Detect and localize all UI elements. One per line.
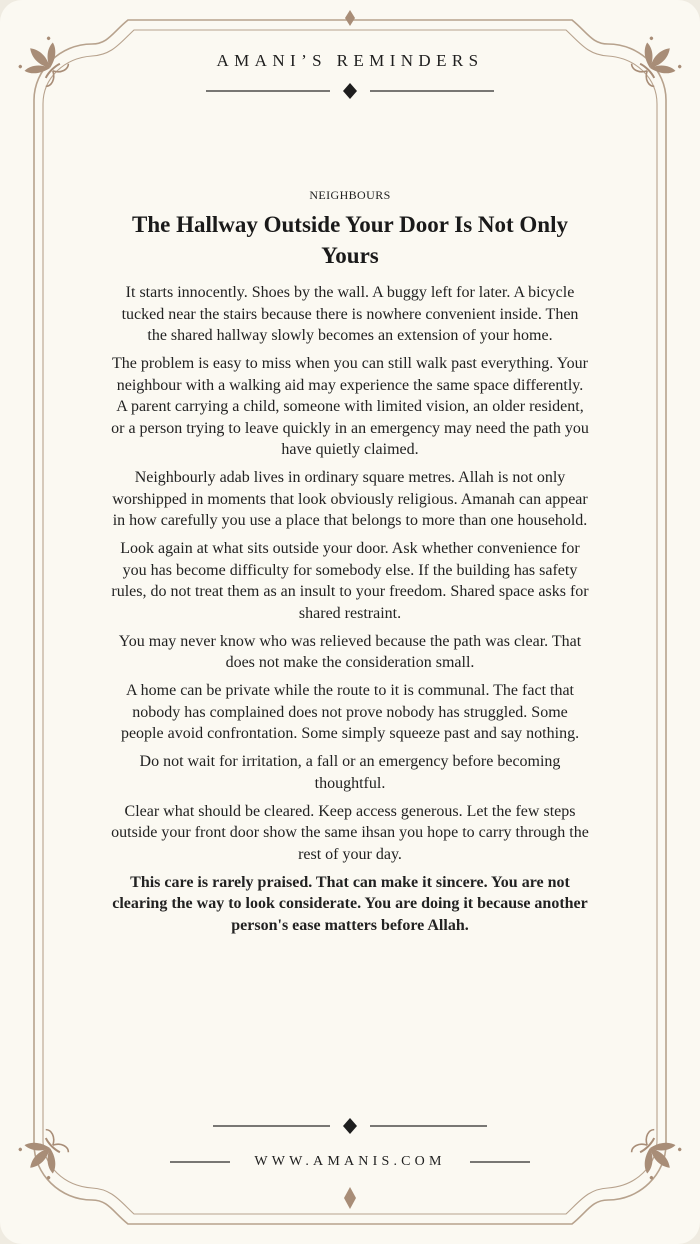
paragraph: Clear what should be cleared. Keep access generous. Let the few steps outside your front door show the same ihsan you hope to carry through the rest of your day. [111,802,589,863]
closing-paragraph: This care is rarely praised. That can make it sincere. You are not clearing the way to look considerate. You are doing it because another person's ease matters before Allah. [112,873,588,934]
article-title: The Hallway Outside Your Door Is Not Only Yours [132,212,568,268]
bottom-frame-diamond-icon [344,1187,356,1209]
top-frame-diamond-icon [345,10,355,26]
paragraph: Look again at what sits outside your door. Ask whether convenience for you has become difficulty for somebody else. If the building has safety rules, do not treat them as an insult to your freedom. Shared space asks for shared restraint. [111,540,589,622]
paragraph: Do not wait for irritation, a fall or an emergency before becoming thoughtful. [139,753,561,792]
paragraph: The problem is easy to miss when you can still walk past everything. Your neighbour with a walking aid may experience the same space differently. A parent carrying a child, someone with limited vision, an older resident, or a person trying to leave quickly in an emergency may need the path you have quietly claimed. [111,355,589,458]
header-divider [206,83,494,99]
paragraph: Neighbourly adab lives in ordinary square metres. Allah is not only worshipped in moments that look obviously religious. Amanah can appear in how carefully you use a place that belongs to more than one household. [112,469,588,529]
website-url: WWW.AMANIS.COM [254,1154,446,1169]
paragraph: You may never know who was relieved because the path was clear. That does not make the consideration small. [118,632,582,671]
paragraph: A home can be private while the route to it is communal. The fact that nobody has complained does not prove nobody has struggled. Some people avoid confrontation. Some simply squeeze past and say nothing. [120,682,580,742]
brand-title: AMANI’S REMINDERS [216,51,484,70]
article-category: NEIGHBOURS [309,188,391,202]
paragraph: It starts innocently. Shoes by the wall. A buggy left for later. A bicycle tucked near the stairs because there is nowhere convenient inside. Then the shared hallway slowly becomes an extension of your home. [121,284,579,344]
article-body [110,282,590,943]
